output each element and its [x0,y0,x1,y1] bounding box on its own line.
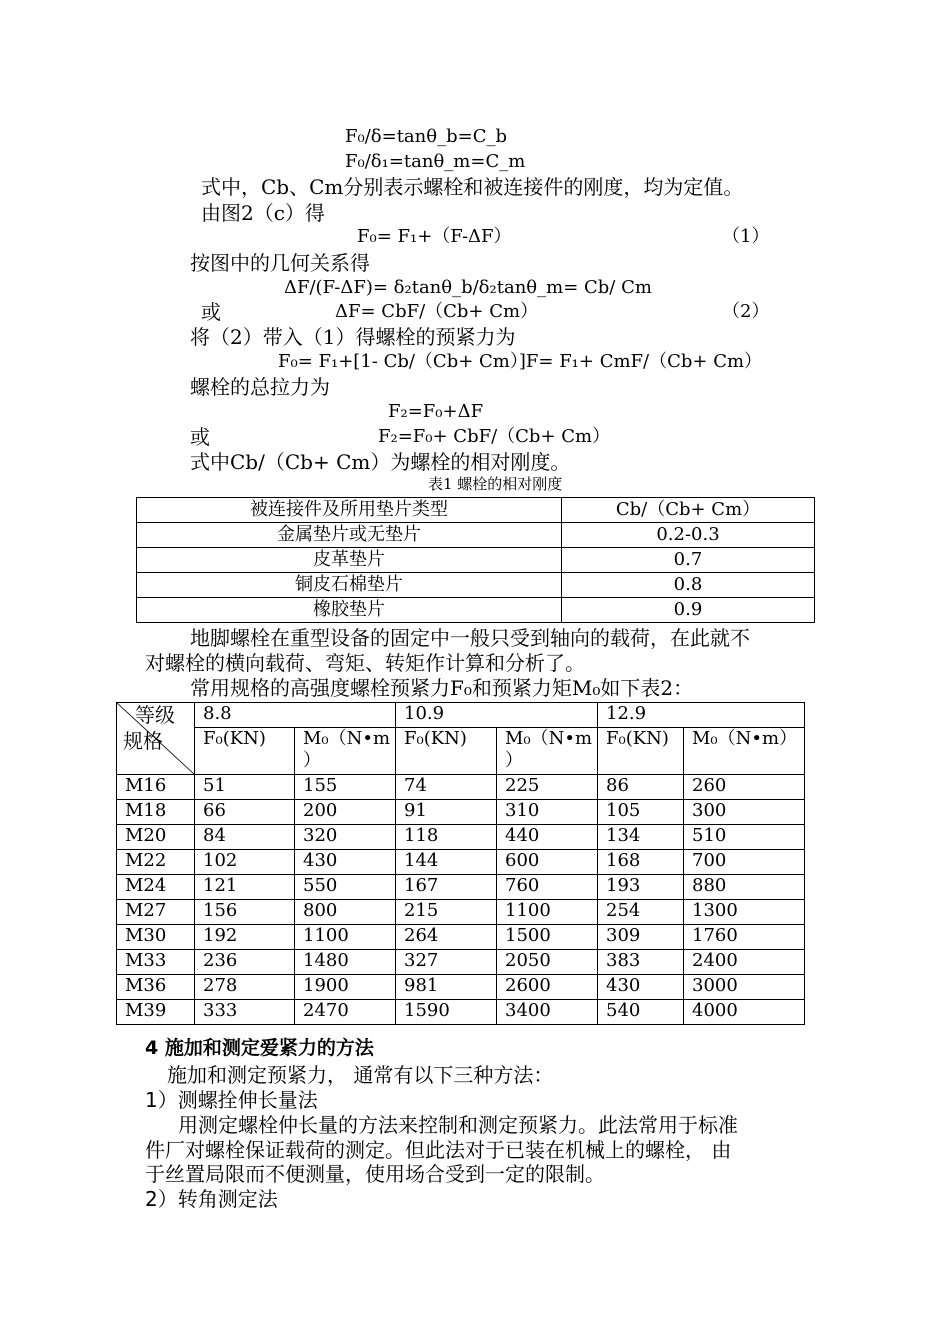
table-cell: 102 [195,850,295,875]
table-cell: 225 [497,775,598,800]
table-cell: 383 [598,950,684,975]
table-cell: 1100 [497,900,598,925]
table-row [137,573,815,598]
table-cell: 皮革垫片 [137,548,562,573]
table-cell: 3400 [497,1000,598,1025]
table-cell: M22 [117,850,195,875]
table-cell: 327 [396,950,497,975]
table-cell: M30 [117,925,195,950]
table-subheader-row [117,728,805,775]
paragraph: 或 [201,300,221,324]
method-heading: 2）转角测定法 [145,1187,278,1211]
table-cell: 金属垫片或无垫片 [137,523,562,548]
table-cell: 1100 [295,925,396,950]
corner-label-spec: 规格 [123,729,163,753]
table-cell: 254 [598,900,684,925]
formula-2: F₀/δ₁=tanθ_m=C_m [345,151,526,172]
formula-1: F₀/δ=tanθ_b=C_b [345,126,507,147]
section-heading: 4 施加和测定爱紧力的方法 [145,1037,374,1059]
equation-number: （2） [722,301,770,322]
equation-1: F₀= F₁+（F-ΔF） [357,226,512,247]
table-cell: 236 [195,950,295,975]
table-cell: 1300 [684,900,805,925]
equation-3: F₀= F₁+[1- Cb/（Cb+ Cm）]F= F₁+ CmF/（Cb+ Cm） [278,351,763,372]
table-cell: 1590 [396,1000,497,1025]
table-cell: 278 [195,975,295,1000]
table-cell: 167 [396,875,497,900]
table-cell: 2470 [295,1000,396,1025]
table-row [137,548,815,573]
paragraph: 或 [190,425,210,449]
subheader-f0: F₀(KN) [396,728,497,775]
table-header-cell: Cb/（Cb+ Cm） [562,498,815,523]
subheader-m0-line2: ） [303,749,321,771]
table-row [117,975,805,1000]
subheader-m0 [295,728,396,775]
method-heading: 1）测螺拴伸长量法 [145,1088,318,1112]
table-row [117,1000,805,1025]
table1-caption: 表1 螺栓的相对刚度 [428,475,563,493]
table-header-row [137,498,815,523]
table-cell: 760 [497,875,598,900]
equation-2a: ΔF/(F-ΔF)= δ₂tanθ_b/δ₂tanθ_m= Cb/ Cm [284,277,652,298]
table-cell: M16 [117,775,195,800]
table-cell: 700 [684,850,805,875]
table-cell: 2400 [684,950,805,975]
table-cell: 3000 [684,975,805,1000]
table-cell: 2050 [497,950,598,975]
table-cell: M18 [117,800,195,825]
paragraph: 式中，Cb、Cm分别表示螺栓和被连接件的刚度，均为定值。 [201,175,744,199]
paragraph: 用测定螺栓仲长量的方法来控制和测定预紧力。此法常用于标准 [178,1113,738,1137]
subheader-f0: F₀(KN) [195,728,295,775]
table-cell: 320 [295,825,396,850]
table-cell: 86 [598,775,684,800]
table-cell: 2600 [497,975,598,1000]
table-row [137,523,815,548]
paragraph: 件厂对螺栓保证载荷的测定。但此法对于已装在机械上的螺栓， 由 [145,1138,732,1162]
subheader-m0-line2: ） [505,749,523,771]
paragraph: 将（2）带入（1）得螺栓的预紧力为 [190,325,516,349]
table-cell: 0.7 [562,548,815,573]
table-cell: 4000 [684,1000,805,1025]
table-cell: 260 [684,775,805,800]
table-cell: 550 [295,875,396,900]
table-cell: M39 [117,1000,195,1025]
table-cell: 440 [497,825,598,850]
table-header-row [117,703,805,728]
table-cell: M36 [117,975,195,1000]
grade-header: 8.8 [195,703,396,728]
table-cell: 333 [195,1000,295,1025]
table-cell: M20 [117,825,195,850]
table-cell: 310 [497,800,598,825]
paragraph: 由图2（c）得 [201,201,325,225]
table-cell: 144 [396,850,497,875]
table-cell: 105 [598,800,684,825]
table-cell: 1480 [295,950,396,975]
paragraph: 按图中的几何关系得 [190,251,370,275]
table-row [117,925,805,950]
table-cell: 134 [598,825,684,850]
equation-4: F₂=F₀+ΔF [388,401,484,422]
table-cell: 91 [396,800,497,825]
table-cell: 0.2-0.3 [562,523,815,548]
table-cell: 264 [396,925,497,950]
table-cell: 168 [598,850,684,875]
table-cell: 309 [598,925,684,950]
table-cell: 74 [396,775,497,800]
paragraph: 施加和测定预紧力， 通常有以下三种方法： [167,1063,554,1087]
table-cell: 300 [684,800,805,825]
table-cell: 橡胶垫片 [137,598,562,623]
subheader-m0: M₀（N•m） [684,728,805,775]
subheader-m0 [497,728,598,775]
table-cell: 540 [598,1000,684,1025]
equation-2b: ΔF= CbF/（Cb+ Cm） [335,301,539,322]
table-cell: 1500 [497,925,598,950]
table-cell: M24 [117,875,195,900]
subheader-f0: F₀(KN) [598,728,684,775]
table-cell: 66 [195,800,295,825]
table-cell: 430 [295,850,396,875]
grade-header: 12.9 [598,703,805,728]
corner-cell [117,703,195,775]
table-cell: 192 [195,925,295,950]
relative-stiffness-table [136,497,815,623]
table-cell: 510 [684,825,805,850]
table-cell: 600 [497,850,598,875]
table-header-cell: 被连接件及所用垫片类型 [137,498,562,523]
table-row [117,950,805,975]
table-cell: 51 [195,775,295,800]
paragraph: 螺栓的总拉力为 [190,375,330,399]
table-row [137,598,815,623]
paragraph: 常用规格的高强度螺栓预紧力F₀和预紧力矩M₀如下表2： [190,676,694,700]
table-row [117,850,805,875]
equation-5: F₂=F₀+ CbF/（Cb+ Cm） [378,426,611,447]
paragraph: 地脚螺栓在重型设备的固定中一般只受到轴向的载荷，在此就不 [190,626,750,650]
corner-label-grade: 等级 [135,703,175,727]
table-cell: 215 [396,900,497,925]
table-cell: 118 [396,825,497,850]
table-cell: 0.9 [562,598,815,623]
table-cell: M33 [117,950,195,975]
paragraph: 对螺栓的横向载荷、弯矩、转矩作计算和分析了。 [145,651,585,675]
table-cell: 200 [295,800,396,825]
grade-header: 10.9 [396,703,598,728]
table-row [117,825,805,850]
table-cell: 铜皮石棉垫片 [137,573,562,598]
equation-number: （1） [722,226,770,247]
table-cell: 430 [598,975,684,1000]
subheader-m0-line1: M₀（N•m [505,728,593,749]
table-row [117,900,805,925]
subheader-m0-line1: M₀（N•m [303,728,391,749]
table-cell: 155 [295,775,396,800]
table-cell: 1900 [295,975,396,1000]
table-row [117,775,805,800]
table-cell: 84 [195,825,295,850]
paragraph: 式中Cb/（Cb+ Cm）为螺栓的相对刚度。 [190,450,571,474]
table-cell: 121 [195,875,295,900]
table-cell: 1760 [684,925,805,950]
table-row [117,875,805,900]
table-cell: 800 [295,900,396,925]
table-cell: 156 [195,900,295,925]
table-cell: 193 [598,875,684,900]
paragraph: 于丝置局限而不便测量，使用场合受到一定的限制。 [145,1162,605,1186]
table-cell: 981 [396,975,497,1000]
table-cell: 880 [684,875,805,900]
table-cell: 0.8 [562,573,815,598]
bolt-preload-table [116,702,805,1025]
table-row [117,800,805,825]
table-cell: M27 [117,900,195,925]
